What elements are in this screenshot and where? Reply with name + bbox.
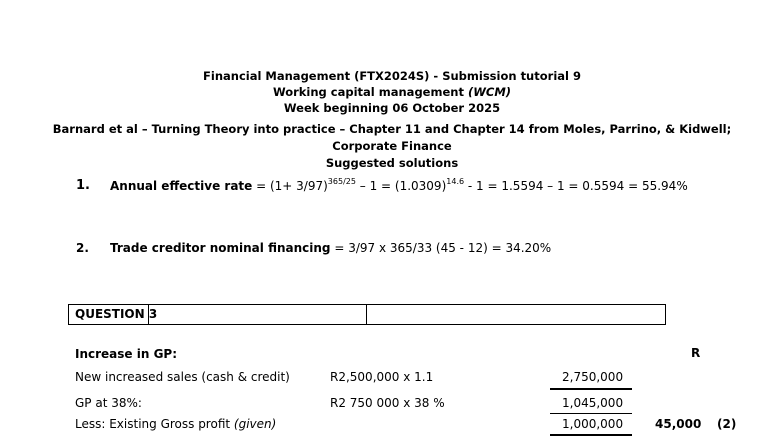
document-title: Financial Management (FTX2024S) - Submission tutorial 9 [203,69,581,83]
row-result: 45,000 [655,417,702,431]
q1-exponent1: 365/25 [327,177,356,186]
subtitle-main: Working capital management [272,85,468,99]
q2-label: Trade creditor nominal financing [110,241,331,255]
q1-part1: = (1+ 3/97) [252,179,328,193]
q2-formula: = 3/97 x 365/33 (45 - 12) = 34.20% [330,241,552,255]
row-label: Increase in GP: [75,347,178,361]
currency-header: R [691,346,701,360]
question3-title: QUESTION 3 [75,307,158,321]
row-label-main: Less: Existing Gross profit [75,417,234,431]
reference-book: Corporate Finance [332,139,452,153]
row-label [75,417,276,431]
q1-line [110,179,688,193]
mark-allocation: (2) [717,417,737,431]
row-label: GP at 38%: [75,396,142,410]
q1-part2: – 1 = (1.0309) [355,179,447,193]
question3-header-box [68,304,666,325]
row-calc: R2 750 000 x 38 % [330,396,445,410]
q1-label: Annual effective rate [110,179,253,193]
row-calc: R2,500,000 x 1.1 [330,370,434,384]
q1-part3: - 1 = 1.5594 – 1 = 0.5594 = 55.94% [464,179,688,193]
row-amount: 2,750,000 [562,370,624,384]
sum-underline [550,413,632,414]
week-line: Week beginning 06 October 2025 [283,101,501,115]
solutions-label: Suggested solutions [325,156,459,170]
q2-line [110,241,551,255]
total-underline [550,434,632,436]
box-divider [366,304,367,325]
q1-number: 1. [76,178,90,193]
subtitle-abbrev: (WCM) [467,85,512,99]
sum-underline [550,388,632,390]
row-label-note: (given) [233,417,277,431]
q2-number: 2. [76,241,89,255]
row-label: New increased sales (cash & credit) [75,370,290,384]
row-amount: 1,000,000 [562,417,624,431]
document-subtitle [0,85,784,99]
reference-line: Barnard et al – Turning Theory into practice – Chapter 11 and Chapter 14 from Moles, Parrino, & Kidwell; [52,122,732,136]
q1-exponent2: 14.6 [446,177,465,186]
row-amount: 1,045,000 [562,396,624,410]
